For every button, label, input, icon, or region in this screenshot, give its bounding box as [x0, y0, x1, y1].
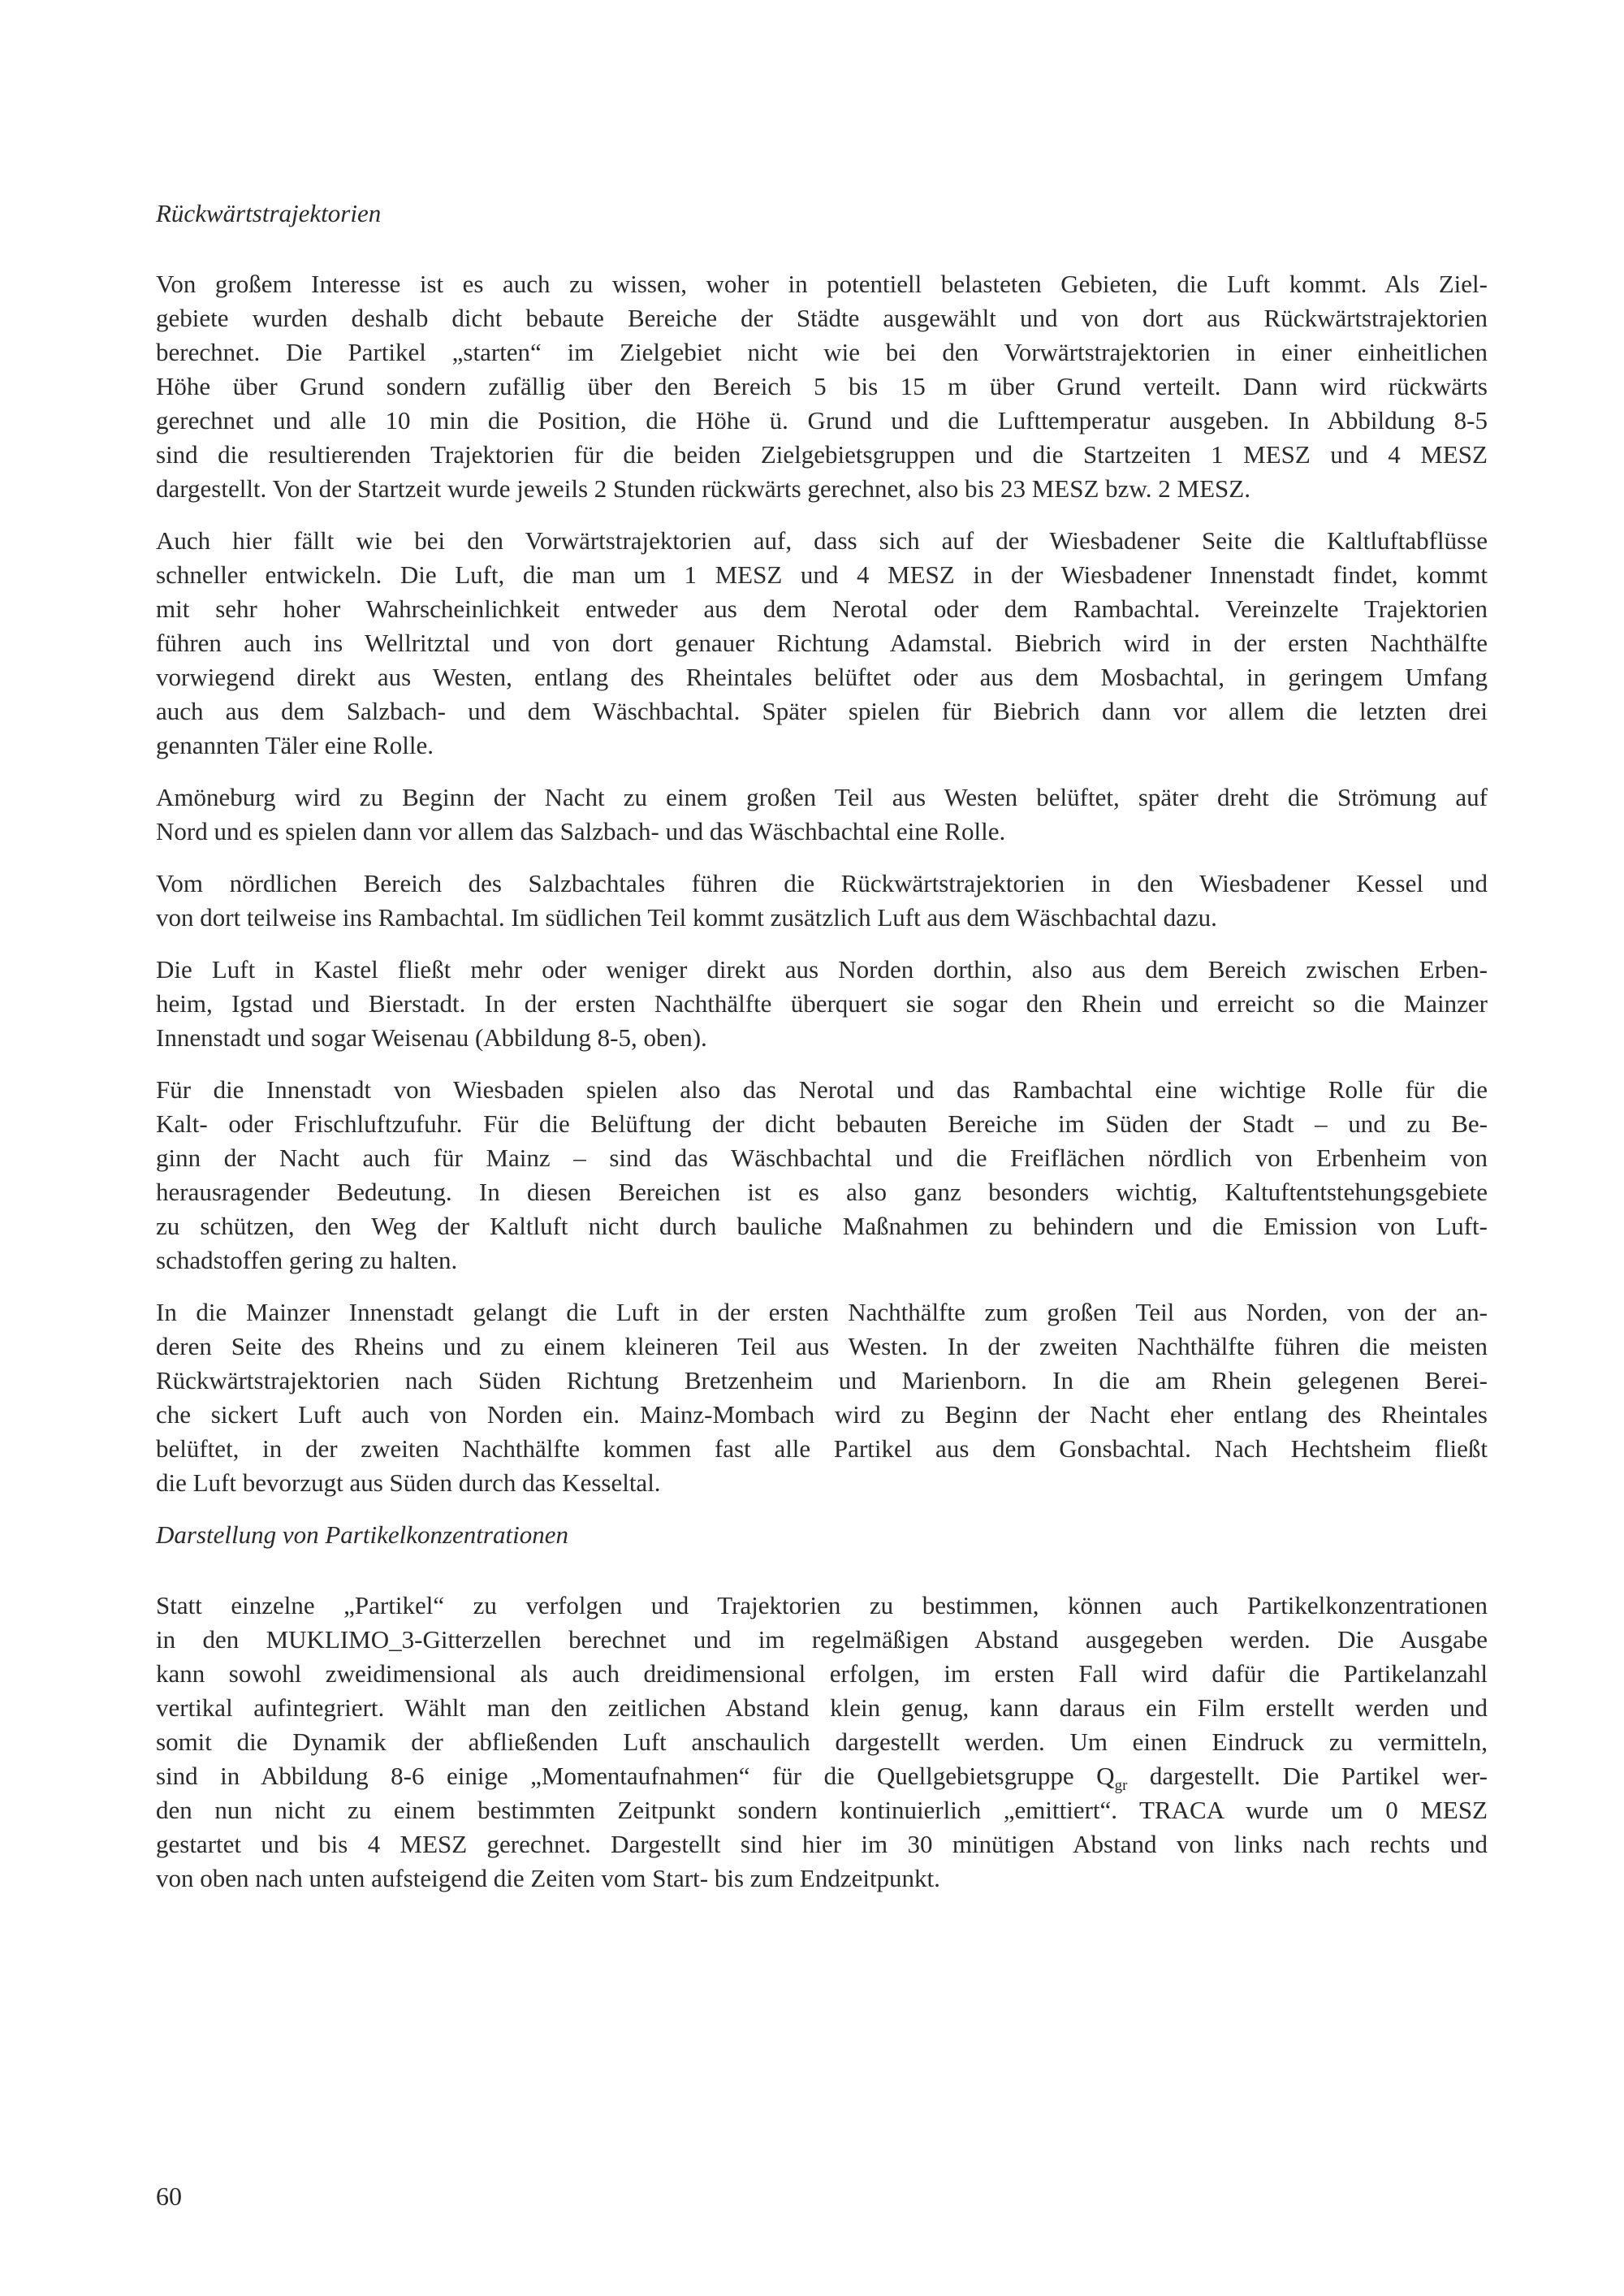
text-line: ginn der Nacht auch für Mainz – sind das Wäschbachtal und die Freiflächen nördlich von Erbenheim von — [156, 1144, 1488, 1172]
text-line: in den MUKLIMO_3-Gitterzellen berechnet und im regelmäßigen Abstand ausgegeben werden. Die Ausgabe — [156, 1625, 1488, 1654]
text-line: Höhe über Grund sondern zufällig über den Bereich 5 bis 15 m über Grund verteilt. Dann wird rückwärts — [156, 372, 1488, 400]
text-line: Innenstadt und sogar Weisenau (Abbildung 8-5, oben). — [156, 1023, 707, 1052]
paragraph — [156, 780, 1488, 849]
text-line: Amöneburg wird zu Beginn der Nacht zu einem großen Teil aus Westen belüftet, später dreht die Strömung auf — [156, 783, 1488, 811]
text-line: Für die Innenstadt von Wiesbaden spielen also das Nerotal und das Rambachtal eine wichtige Rolle für die — [156, 1075, 1488, 1104]
text-line — [156, 1759, 1488, 1793]
text-line: In die Mainzer Innenstadt gelangt die Luft in der ersten Nachthälfte zum großen Teil aus Norden, von der an- — [156, 1298, 1488, 1326]
text-line: heim, Igstad und Bierstadt. In der ersten Nachthälfte überquert sie sogar den Rhein und erreicht so die Mainzer — [156, 989, 1488, 1018]
paragraph — [156, 524, 1488, 763]
text-line: Vom nördlichen Bereich des Salzbachtales führen die Rückwärtstrajektorien in den Wiesbadener Kessel und — [156, 869, 1488, 897]
text-line: mit sehr hoher Wahrscheinlichkeit entweder aus dem Nerotal oder dem Rambachtal. Vereinzelte Trajektorien — [156, 595, 1488, 623]
text-line: deren Seite des Rheins und zu einem kleineren Teil aus Westen. In der zweiten Nachthälfte führen die meisten — [156, 1332, 1488, 1360]
text-line: Statt einzelne „Partikel“ zu verfolgen und Trajektorien zu bestimmen, können auch Partikelkonzentrationen — [156, 1591, 1488, 1619]
text-line: dargestellt. Von der Startzeit wurde jeweils 2 Stunden rückwärts gerechnet, also bis 23 MESZ bzw. 2 MESZ. — [156, 474, 1250, 503]
paragraph — [156, 1073, 1488, 1278]
paragraph — [156, 267, 1488, 506]
text-line: Die Luft in Kastel fließt mehr oder weniger direkt aus Norden dorthin, also aus dem Bereich zwischen Erben- — [156, 955, 1488, 984]
text-line: che sickert Luft auch von Norden ein. Mainz-Mombach wird zu Beginn der Nacht eher entlang des Rheintales — [156, 1400, 1488, 1429]
paragraph — [156, 1295, 1488, 1500]
text-line: berechnet. Die Partikel „starten“ im Zielgebiet nicht wie bei den Vorwärtstrajektorien in einer einheitlichen — [156, 338, 1488, 366]
text-line: Auch hier fällt wie bei den Vorwärtstrajektorien auf, dass sich auf der Wiesbadener Seite die Kaltluftabflüsse — [156, 526, 1488, 555]
text-line: somit die Dynamik der abfließenden Luft anschaulich dargestellt werden. Um einen Eindruck zu vermitteln, — [156, 1727, 1488, 1756]
text-line: führen auch ins Wellritztal und von dort genauer Richtung Adamstal. Biebrich wird in der ersten Nachthälfte — [156, 629, 1488, 657]
text-line: den nun nicht zu einem bestimmten Zeitpunkt sondern kontinuierlich „emittiert“. TRACA wurde um 0 MESZ — [156, 1796, 1488, 1824]
text-line: Kalt- oder Frischluftzufuhr. Für die Belüftung der dicht bebauten Bereiche im Süden der Stadt – und zu Be- — [156, 1109, 1488, 1138]
text-line: herausragender Bedeutung. In diesen Bereichen ist es also ganz besonders wichtig, Kaltuftentstehungsgebiete — [156, 1178, 1488, 1206]
section-heading-partikelkonzentrationen: Darstellung von Partikelkonzentrationen — [156, 1520, 568, 1549]
text-line: von dort teilweise ins Rambachtal. Im südlichen Teil kommt zusätzlich Luft aus dem Wäschbachtal dazu. — [156, 903, 1217, 932]
paragraph-partikelkonzentrationen — [156, 1589, 1488, 1896]
page-body — [156, 197, 1488, 1913]
text-line: genannten Täler eine Rolle. — [156, 731, 434, 759]
text-line: vorwiegend direkt aus Westen, entlang des Rheintales belüftet oder aus dem Mosbachtal, in geringem Umfang — [156, 663, 1488, 691]
text-line: gestartet und bis 4 MESZ gerechnet. Dargestellt sind hier im 30 minütigen Abstand von links nach rechts und — [156, 1830, 1488, 1858]
paragraph — [156, 867, 1488, 935]
text-line: die Luft bevorzugt aus Süden durch das Kesseltal. — [156, 1468, 661, 1497]
text-line: schadstoffen gering zu halten. — [156, 1246, 458, 1274]
text-line: auch aus dem Salzbach- und dem Wäschbachtal. Später spielen für Biebrich dann vor allem die letzten drei — [156, 697, 1488, 725]
paragraph — [156, 953, 1488, 1055]
text-line: sind die resultierenden Trajektorien für die beiden Zielgebietsgruppen und die Startzeiten 1 MESZ und 4 MESZ — [156, 440, 1488, 469]
text-fragment: dargestellt. Die Partikel wer- — [1127, 1762, 1488, 1790]
text-line: Rückwärtstrajektorien nach Süden Richtung Bretzenheim und Marienborn. In die am Rhein gelegenen Berei- — [156, 1366, 1488, 1394]
text-line: kann sowohl zweidimensional als auch dreidimensional erfolgen, im ersten Fall wird dafür die Partikelanzahl — [156, 1659, 1488, 1688]
text-line: von oben nach unten aufsteigend die Zeiten vom Start- bis zum Endzeitpunkt. — [156, 1864, 940, 1892]
text-line: zu schützen, den Weg der Kaltluft nicht durch bauliche Maßnahmen zu behindern und die Emission von Luft- — [156, 1212, 1488, 1240]
text-line: Von großem Interesse ist es auch zu wissen, woher in potentiell belasteten Gebieten, die Luft kommt. Als Ziel- — [156, 270, 1488, 298]
text-line: Nord und es spielen dann vor allem das Salzbach- und das Wäschbachtal eine Rolle. — [156, 817, 1006, 845]
section-rueckwaertstrajektorien — [156, 267, 1488, 1500]
text-line: schneller entwickeln. Die Luft, die man um 1 MESZ und 4 MESZ in der Wiesbadener Innenstadt findet, kommt — [156, 560, 1488, 589]
text-line: belüftet, in der zweiten Nachthälfte kommen fast alle Partikel aus dem Gonsbachtal. Nach Hechtsheim fließt — [156, 1434, 1488, 1463]
page-number: 60 — [156, 2181, 182, 2211]
text-line: gebiete wurden deshalb dicht bebaute Bereiche der Städte ausgewählt und von dort aus Rückwärtstrajektorien — [156, 304, 1488, 332]
text-fragment: sind in Abbildung 8-6 einige „Momentaufnahmen“ für die Quellgebietsgruppe Q — [156, 1762, 1115, 1790]
section-heading-rueckwaertstrajektorien: Rückwärtstrajektorien — [156, 199, 382, 227]
text-line: vertikal aufintegriert. Wählt man den zeitlichen Abstand klein genug, kann daraus ein Film erstellt werden und — [156, 1693, 1488, 1722]
subscript-gr: gr — [1114, 1777, 1128, 1795]
text-line: gerechnet und alle 10 min die Position, die Höhe ü. Grund und die Lufttemperatur ausgeben. In Abbildung 8-5 — [156, 406, 1488, 435]
